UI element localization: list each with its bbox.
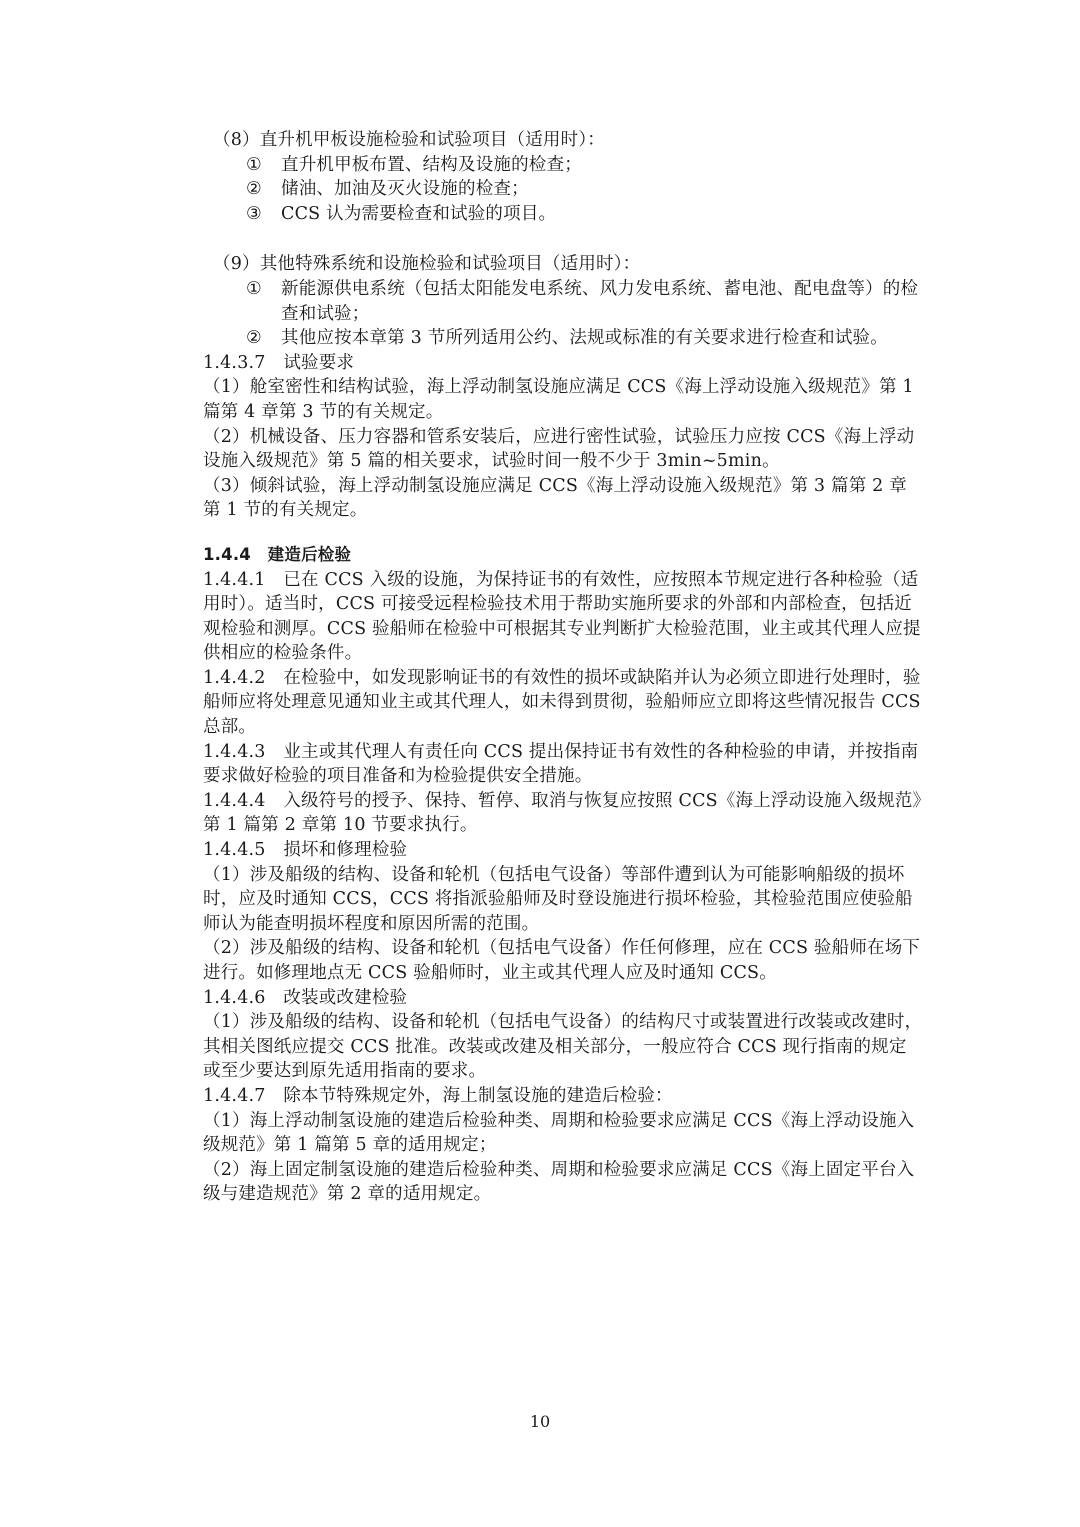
paragraph: （1）舱室密性和结构试验，海上浮动制氢设施应满足 CCS《海上浮动设施入级规范》第 1 篇第 4 章第 3 节的有关规定。 (203, 377, 914, 422)
list-item (163, 202, 923, 227)
paragraph-spacer (163, 226, 923, 252)
paragraph: （2）海上固定制氢设施的建造后检验种类、周期和检验要求应满足 CCS《海上固定平台入级与建造规范》第 2 章的适用规定。 (203, 1159, 915, 1205)
paragraph: 1.4.4.3 业主或其代理人有责任向 CCS 提出保持证书有效性的各种检验的申请，并按指南要求做好检验的项目准备和为检验提供安全措施。 (203, 741, 919, 787)
list-item (163, 326, 923, 351)
list-item-text: 其他应按本章第 3 节所列适用公约、法规或标准的有关要求进行检查和试验。 (281, 328, 888, 349)
list-item-marker: ② (246, 328, 262, 349)
paragraph: 1.4.4.6 改装或改建检验 (203, 987, 408, 1008)
paragraph: （1）涉及船级的结构、设备和轮机（包括电气设备）的结构尺寸或装置进行改装或改建时，其相关图纸应提交 CCS 批准。改装或改建及相关部分，一般应符合 CCS 现行指南的规定或至少要达到原先适用指南的要求。 (203, 1012, 923, 1082)
list-item (163, 277, 923, 326)
list-item-text: CCS 认为需要检查和试验的项目。 (281, 203, 557, 224)
list-item-text: 新能源供电系统（包括太阳能发电系统、风力发电系统、蓄电池、配电盘等）的检查和试验； (281, 278, 919, 324)
paragraph: 1.4.4.5 损坏和修理检验 (203, 840, 408, 861)
paragraph: 1.4.3.7 试验要求 (203, 352, 355, 373)
paragraph: 1.4.4.4 入级符号的授予、保持、暂停、取消与恢复应按照 CCS《海上浮动设施入级规范》第 1 篇第 2 章第 10 节要求执行。 (203, 790, 922, 836)
document-body (163, 128, 923, 1207)
section-heading: 1.4.4 建造后检验 (203, 544, 352, 564)
list-item-marker: ③ (246, 203, 262, 224)
list-item (163, 177, 923, 202)
list-item-marker: ① (246, 278, 262, 299)
paragraph-spacer (163, 523, 923, 543)
list-item-text: 直升机甲板布置、结构及设施的检查； (281, 154, 582, 175)
paragraph: （2）机械设备、压力容器和管系安装后，应进行密性试验，试验压力应按 CCS《海上浮动设施入级规范》第 5 篇的相关要求，试验时间一般不少于 3min~5min。 (203, 426, 915, 472)
paragraph: 1.4.4.2 在检验中，如发现影响证书的有效性的损坏或缺陷并认为必须立即进行处理时，验船师应将处理意见通知业主或其代理人，如未得到贯彻，验船师应立即将这些情况报告 CCS 总部。 (203, 667, 921, 738)
list-item-text: 储油、加油及灭火设施的检查； (281, 179, 529, 200)
paragraph: （1）海上浮动制氢设施的建造后检验种类、周期和检验要求应满足 CCS《海上浮动设施入级规范》第 1 篇第 5 章的适用规定； (203, 1110, 915, 1156)
paragraph: 1.4.4.1 已在 CCS 入级的设施，为保持证书的有效性，应按照本节规定进行各种检验（适用时）。适当时，CCS 可接受远程检验技术用于帮助实施所要求的外部和内部检查，包括近观检验和测厚。CCS 验船师在检验中可根据其专业判断扩大检验范围，业主或其代理人应提供相应的检验条件。 (203, 569, 921, 664)
paragraph: （2）涉及船级的结构、设备和轮机（包括电气设备）作任何修理，应在 CCS 验船师在场下进行。如修理地点无 CCS 验船师时，业主或其代理人应及时通知 CCS。 (203, 938, 921, 983)
paragraph: （9）其他特殊系统和设施检验和试验项目（适用时）： (213, 254, 641, 275)
list-item-marker: ② (246, 179, 262, 200)
list-item (163, 153, 923, 178)
paragraph: （8）直升机甲板设施检验和试验项目（适用时）： (213, 130, 605, 150)
list-item-marker: ① (246, 154, 262, 175)
page-number: 10 (529, 1412, 551, 1431)
paragraph: （3）倾斜试验，海上浮动制氢设施应满足 CCS《海上浮动设施入级规范》第 3 篇第 2 章第 1 节的有关规定。 (203, 475, 907, 521)
paragraph: （1）涉及船级的结构、设备和轮机（包括电气设备）等部件遭到认为可能影响船级的损坏时，应及时通知 CCS，CCS 将指派验船师及时登设施进行损坏检验，其检验范围应使验船师认为能查明损坏程度和原因所需的范围。 (203, 864, 913, 934)
paragraph: 1.4.4.7 除本节特殊规定外，海上制氢设施的建造后检验： (203, 1085, 673, 1106)
